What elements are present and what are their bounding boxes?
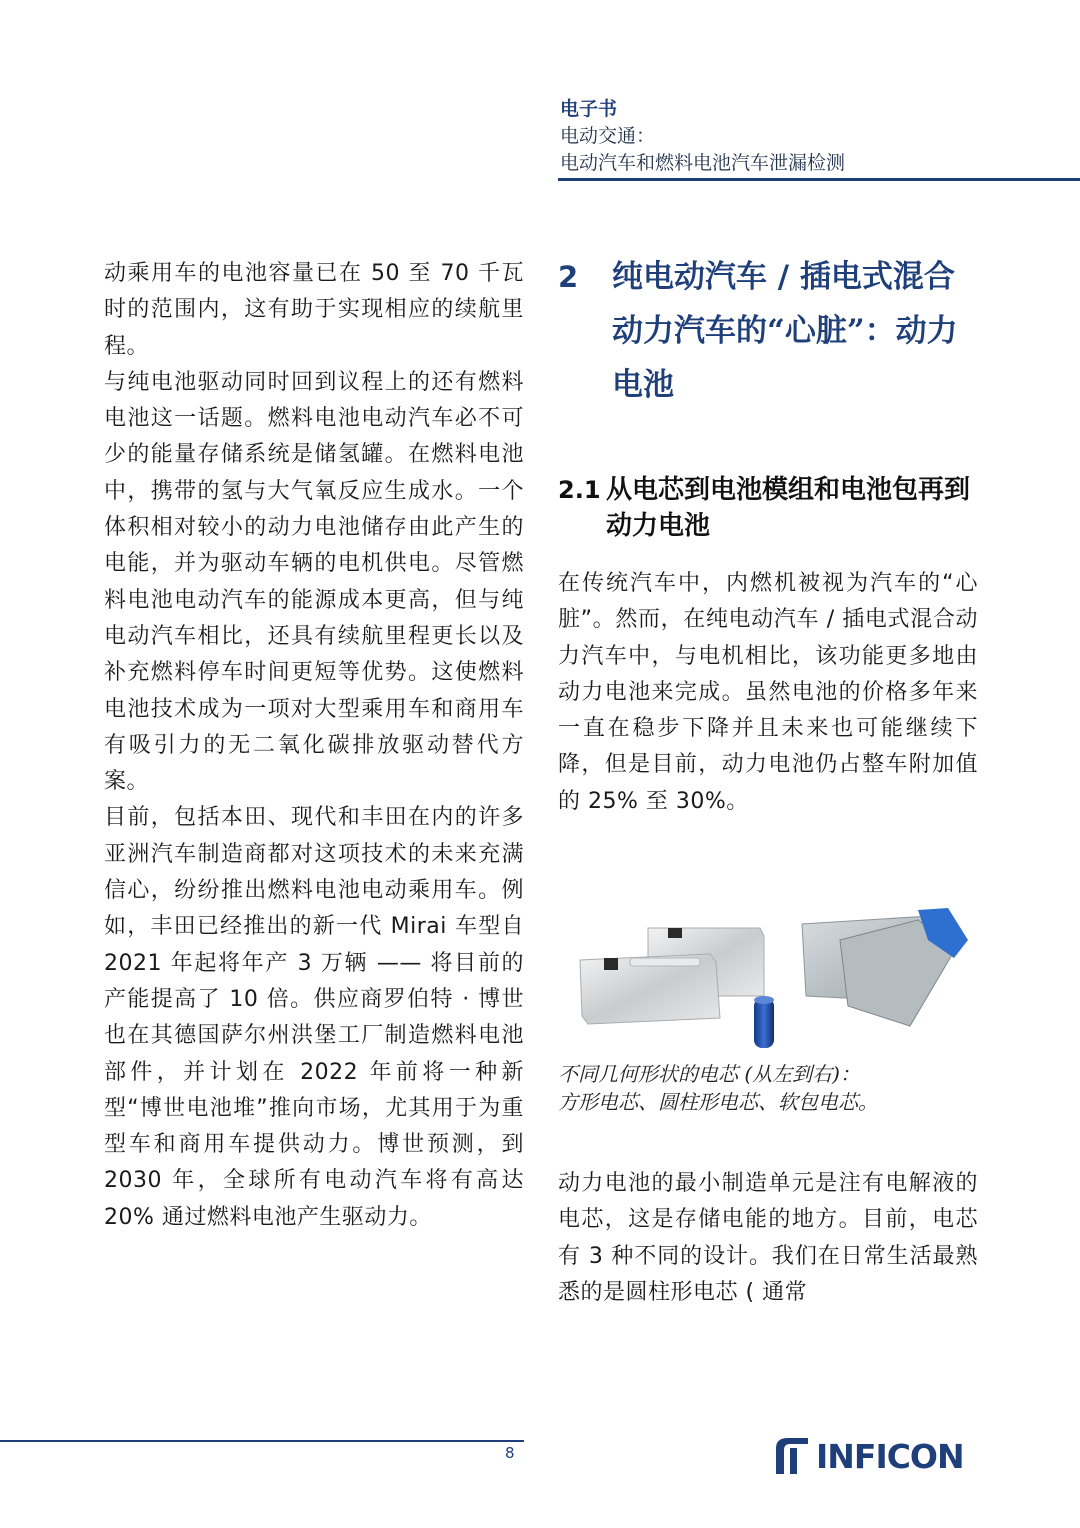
inficon-logo-icon [772, 1434, 812, 1478]
caption-line-2: 方形电芯、圆柱形电芯、软包电芯。 [558, 1090, 878, 1114]
figure-caption [558, 1060, 978, 1116]
section-heading [558, 250, 978, 412]
header-title-line1: 电动交通： [560, 125, 656, 147]
right-paragraph-2-block [558, 1166, 978, 1311]
left-paragraph-2: 与纯电池驱动同时回到议程上的还有燃料电池这一话题。燃料电池电动汽车必不可少的能量存储系统是储氢罐。在燃料电池中，携带的氢与大气氧反应生成水。一个体积相对较小的动力电池储存由此产生的电能，并为驱动车辆的电机供电。尽管燃料电池电动汽车的能源成本更高，但与纯电动汽车相比，还具有续航里程更长以及补充燃料停车时间更短等优势。这使燃料电池技术成为一项对大型乘用车和商用车有吸引力的无二氧化碳排放驱动替代方案。 [104, 369, 524, 795]
left-column [104, 256, 524, 1236]
header-brand: 电子书 [560, 98, 618, 120]
page-header [560, 96, 1080, 177]
header-divider [558, 178, 1080, 181]
right-paragraph-2: 动力电池的最小制造单元是注有电解液的电芯，这是存储电能的地方。目前，电芯有 3 种不同的设计。我们在日常生活最熟悉的是圆柱形电芯 ( 通常 [558, 1171, 978, 1305]
left-paragraph-1: 动乘用车的电池容量已在 50 至 70 千瓦时的范围内，这有助于实现相应的续航里程。 [104, 261, 524, 359]
pouch-cells [802, 908, 968, 1026]
battery-cells-image [570, 900, 980, 1050]
prismatic-cell-front [580, 954, 720, 1024]
left-paragraph-3: 目前，包括本田、现代和丰田在内的许多亚洲汽车制造商都对这项技术的未来充满信心，纷纷推出燃料电池电动乘用车。例如，丰田已经推出的新一代 Mirai 车型自 2021 年起将年产 3 万辆 —— 将目前的产能提高了 10 倍。供应商罗伯特 · 博世也在其德国萨尔州洪堡工厂制造燃料电池部件，并计划在 2022 年前将一种新型“博世电池堆”推向市场，尤其用于为重型车和商用车提供动力。博世预测，到 2030 年，全球所有电动汽车将有高达 20% 通过燃料电池产生驱动力。 [104, 805, 524, 1230]
right-paragraph-1: 在传统汽车中，内燃机被视为汽车的“心脏”。然而，在纯电动汽车 / 插电式混合动力汽车中，与电机相比，该功能更多地由动力电池来完成。虽然电池的价格多年来一直在稳步下降并且未来也可能继续下降，但是目前，动力电池仍占整车附加值的 25% 至 30%。 [558, 571, 978, 814]
logo-wordmark: INFICON [816, 1436, 964, 1476]
subsection-title: 从电芯到电池模组和电池包再到动力电池 [606, 475, 971, 541]
caption-line-1: 不同几何形状的电芯 (从左到右)： [558, 1062, 860, 1086]
section-title: 纯电动汽车 / 插电式混合动力汽车的“心脏”：动力电池 [612, 259, 958, 403]
subsection-heading [558, 472, 978, 544]
footer-divider [0, 1440, 524, 1442]
inficon-logo [772, 1434, 982, 1478]
subsection-number: 2.1 [558, 476, 601, 504]
right-paragraph-1-block [558, 566, 978, 820]
cylindrical-cell [754, 996, 774, 1048]
header-title-line2: 电动汽车和燃料电池汽车泄漏检测 [560, 152, 846, 174]
section-number: 2 [558, 260, 579, 294]
page-number: 8 [505, 1444, 515, 1462]
